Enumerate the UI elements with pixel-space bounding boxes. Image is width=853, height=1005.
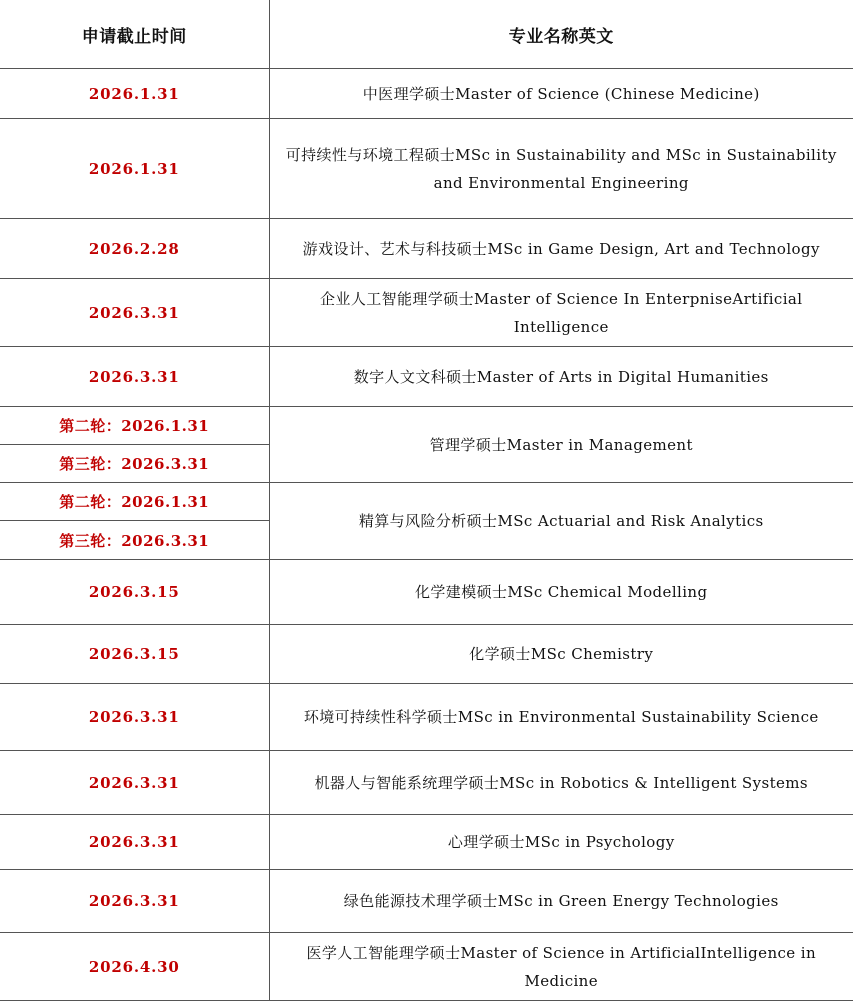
program-cell: 环境可持续性科学硕士MSc in Environmental Sustainability Science bbox=[269, 684, 853, 751]
deadline-cell: 2026.3.31 bbox=[0, 279, 269, 347]
table-row bbox=[0, 219, 853, 279]
program-column-header: 专业名称英文 bbox=[269, 0, 853, 69]
program-cell: 可持续性与环境工程硕士MSc in Sustainability and MSc in Sustainability and Environmental Engineering bbox=[269, 119, 853, 219]
deadline-round2-cell: 第二轮：2026.1.31 bbox=[0, 407, 269, 445]
deadline-cell: 2026.3.31 bbox=[0, 815, 269, 870]
program-cell: 医学人工智能理学硕士Master of Science in ArtificialIntelligence in Medicine bbox=[269, 933, 853, 1001]
deadline-cell: 2026.2.28 bbox=[0, 219, 269, 279]
deadline-cell: 2026.1.31 bbox=[0, 119, 269, 219]
program-cell: 游戏设计、艺术与科技硕士MSc in Game Design, Art and Technology bbox=[269, 219, 853, 279]
table-row bbox=[0, 347, 853, 407]
deadline-cell: 2026.3.31 bbox=[0, 347, 269, 407]
table-row bbox=[0, 625, 853, 684]
table-row bbox=[0, 560, 853, 625]
deadline-cell: 2026.3.31 bbox=[0, 684, 269, 751]
deadline-round3-cell: 第三轮：2026.3.31 bbox=[0, 445, 269, 483]
program-cell: 机器人与智能系统理学硕士MSc in Robotics & Intelligent Systems bbox=[269, 751, 853, 815]
table-row bbox=[0, 815, 853, 870]
table-row bbox=[0, 119, 853, 219]
program-cell: 数字人文文科硕士Master of Arts in Digital Humanities bbox=[269, 347, 853, 407]
table-header-row bbox=[0, 0, 853, 69]
table-row bbox=[0, 870, 853, 933]
deadline-cell: 2026.3.31 bbox=[0, 751, 269, 815]
program-cell: 心理学硕士MSc in Psychology bbox=[269, 815, 853, 870]
program-cell: 管理学硕士Master in Management bbox=[269, 407, 853, 483]
deadline-cell: 2026.3.31 bbox=[0, 870, 269, 933]
table-row bbox=[0, 407, 853, 445]
program-cell: 中医理学硕士Master of Science (Chinese Medicine) bbox=[269, 69, 853, 119]
program-cell: 化学建模硕士MSc Chemical Modelling bbox=[269, 560, 853, 625]
table-row bbox=[0, 279, 853, 347]
deadline-cell: 2026.3.15 bbox=[0, 625, 269, 684]
program-cell: 企业人工智能理学硕士Master of Science In EnterpniseArtificial Intelligence bbox=[269, 279, 853, 347]
deadline-cell: 2026.3.15 bbox=[0, 560, 269, 625]
deadline-round2-cell: 第二轮：2026.1.31 bbox=[0, 483, 269, 521]
table-row bbox=[0, 684, 853, 751]
deadline-column-header: 申请截止时间 bbox=[0, 0, 269, 69]
program-cell: 化学硕士MSc Chemistry bbox=[269, 625, 853, 684]
deadline-cell: 2026.1.31 bbox=[0, 69, 269, 119]
program-cell: 精算与风险分析硕士MSc Actuarial and Risk Analytics bbox=[269, 483, 853, 560]
deadline-cell: 2026.4.30 bbox=[0, 933, 269, 1001]
table-row bbox=[0, 751, 853, 815]
table-row bbox=[0, 933, 853, 1001]
table-row bbox=[0, 483, 853, 521]
program-cell: 绿色能源技术理学硕士MSc in Green Energy Technologies bbox=[269, 870, 853, 933]
table-row bbox=[0, 69, 853, 119]
deadline-round3-cell: 第三轮：2026.3.31 bbox=[0, 521, 269, 560]
